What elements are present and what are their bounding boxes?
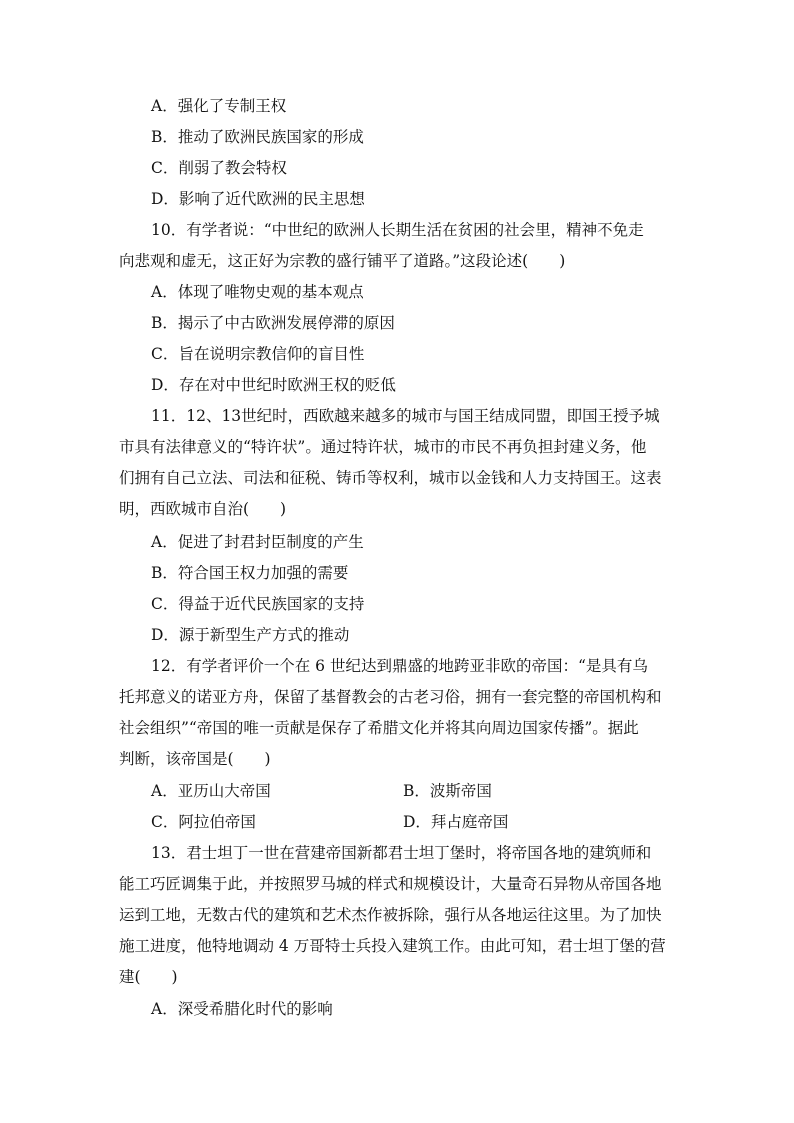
q11-stem-line-3: 们拥有自己立法、司法和征税、铸币等权利，城市以金钱和人力支持国王。这表 — [119, 469, 662, 487]
q10-stem-line-2: 向悲观和虚无，这正好为宗教的盛行铺平了道路。”这段论述( ) — [119, 252, 566, 270]
q12-stem-line-2: 托邦意义的诺亚方舟，保留了基督教会的古老习俗，拥有一套完整的帝国机构和 — [119, 688, 662, 706]
q10-stem-line-1: 10．有学者说：“中世纪的欧洲人长期生活在贫困的社会里，精神不免走 — [151, 221, 644, 239]
q13-stem-line-3: 运到工地，无数古代的建筑和艺术杰作被拆除，强行从各地运往这里。为了加快 — [119, 906, 662, 924]
q10-option-d: D．存在对中世纪时欧洲王权的贬低 — [151, 376, 396, 394]
q13-stem-line-1: 13．君士坦丁一世在营建帝国新都君士坦丁堡时，将帝国各地的建筑师和 — [151, 844, 652, 862]
q11-option-c: C．得益于近代民族国家的支持 — [151, 595, 365, 613]
q12-option-a: A．亚历山大帝国 — [151, 782, 271, 800]
q9-option-c: C．削弱了教会特权 — [151, 159, 287, 177]
q9-option-b: B．推动了欧洲民族国家的形成 — [151, 128, 364, 146]
q9-option-d: D．影响了近代欧洲的民主思想 — [151, 190, 365, 208]
q9-option-a: A．强化了专制王权 — [151, 97, 287, 115]
q12-option-b: B．波斯帝国 — [403, 782, 492, 800]
q12-option-c: C．阿拉伯帝国 — [151, 813, 256, 831]
q13-stem-line-4: 施工进度，他特地调动 4 万哥特士兵投入建筑工作。由此可知，君士坦丁堡的营 — [119, 937, 666, 955]
q12-stem-line-3: 社会组织”“帝国的唯一贡献是保存了希腊文化并将其向周边国家传播”。据此 — [119, 719, 639, 737]
q13-option-a: A．深受希腊化时代的影响 — [151, 1000, 333, 1018]
q11-option-a: A．促进了封君封臣制度的产生 — [151, 533, 364, 551]
q13-stem-line-2: 能工巧匠调集于此，并按照罗马城的样式和规模设计，大量奇石异物从帝国各地 — [119, 875, 662, 893]
q10-option-c: C．旨在说明宗教信仰的盲目性 — [151, 345, 365, 363]
q11-option-d: D．源于新型生产方式的推动 — [151, 626, 350, 644]
q12-option-d: D．拜占庭帝国 — [403, 813, 509, 831]
q11-stem-line-4: 明，西欧城市自治( ) — [119, 500, 287, 518]
q11-option-b: B．符合国王权力加强的需要 — [151, 564, 349, 582]
q10-option-b: B．揭示了中古欧洲发展停滞的原因 — [151, 314, 395, 332]
q11-stem-line-1: 11．12、13世纪时，西欧越来越多的城市与国王结成同盟，即国王授予城 — [151, 407, 660, 425]
q13-stem-line-5: 建( ) — [119, 968, 178, 986]
q12-stem-line-1: 12．有学者评价一个在 6 世纪达到鼎盛的地跨亚非欧的帝国：“是具有乌 — [151, 657, 648, 675]
q12-stem-line-4: 判断，该帝国是( ) — [119, 750, 271, 768]
q11-stem-line-2: 市具有法律意义的“特许状”。通过特许状，城市的市民不再负担封建义务，他 — [119, 438, 647, 456]
q10-option-a: A．体现了唯物史观的基本观点 — [151, 283, 364, 301]
